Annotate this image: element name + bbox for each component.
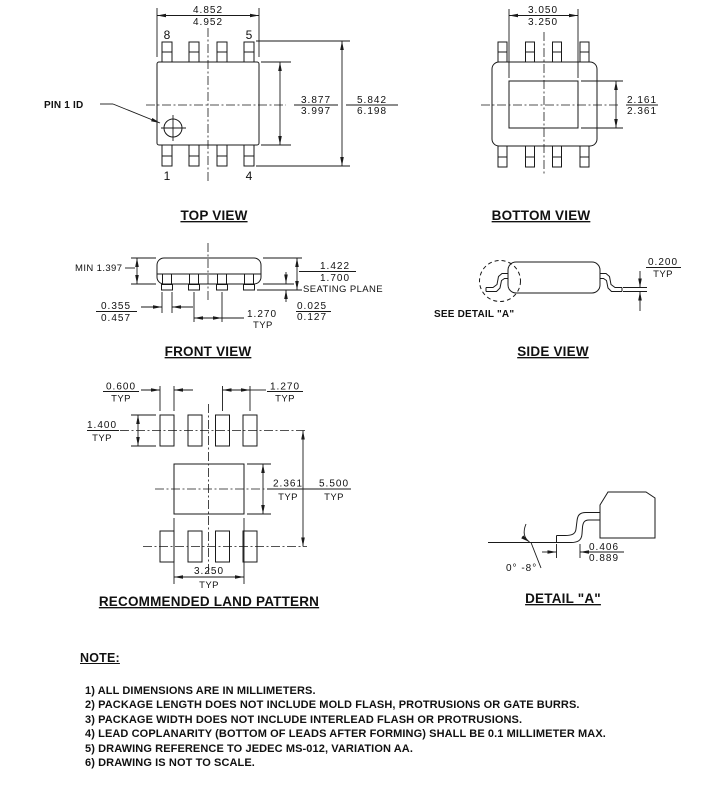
- detail-a-title: DETAIL "A": [525, 591, 601, 606]
- pin-number-1: 1: [163, 169, 171, 183]
- dim-angle-value: 0° -8°: [506, 563, 538, 574]
- dim-row-span-value: 5.500: [318, 478, 350, 490]
- dim-min-height-label: MIN 1.397: [75, 263, 123, 274]
- detail-body: [600, 492, 655, 538]
- dim-overall-upper: 5.842: [356, 95, 388, 106]
- dim-width-upper: 4.852: [192, 5, 224, 16]
- notes-section: [80, 651, 705, 771]
- pin1-id-leader: [100, 104, 160, 123]
- dim-center-pad-height-value: 2.361: [272, 478, 304, 490]
- dim-lead-width: [96, 292, 193, 324]
- dim-lead-width-upper: 0.355: [100, 301, 132, 312]
- note-item-1: 1) ALL DIMENSIONS ARE IN MILLIMETERS.: [85, 685, 316, 697]
- dim-foot-upper: 0.406: [588, 542, 620, 553]
- pin1-id-label: PIN 1 ID: [44, 100, 84, 111]
- dim-min-height: [75, 258, 156, 284]
- dim-pitch-value: 1.270: [247, 309, 278, 320]
- dim-foot-lower: 0.889: [588, 553, 620, 564]
- dim-center-pad-width-value: 3.250: [193, 566, 225, 577]
- dim-land-pad-width-value: 0.600: [105, 381, 137, 393]
- dim-body-length: [261, 62, 338, 145]
- dim-row-span: [303, 431, 349, 547]
- note-item-6: 6) DRAWING IS NOT TO SCALE.: [85, 757, 255, 770]
- top-view-title: TOP VIEW: [180, 208, 248, 223]
- dim-pad-height-upper: 2.161: [626, 95, 658, 106]
- dim-foot-length: [542, 542, 624, 564]
- front-view-title: FRONT VIEW: [164, 344, 252, 359]
- dim-land-pitch: [223, 382, 304, 412]
- dim-pad-height-lower: 2.361: [626, 106, 658, 117]
- dim-pad-width-lower: 3.250: [527, 17, 559, 28]
- notes-heading: NOTE:: [80, 651, 120, 665]
- dim-lead-pitch: [194, 292, 277, 331]
- dim-lead-thickness-value: 0.200: [647, 257, 679, 268]
- front-view: [75, 243, 383, 359]
- land-pattern-title: RECOMMENDED LAND PATTERN: [98, 594, 320, 609]
- package-body-side: [508, 262, 600, 293]
- dim-center-pad-width-typ: TYP: [199, 580, 219, 591]
- bottom-view-title: BOTTOM VIEW: [491, 208, 591, 223]
- dim-height-lower: 1.700: [319, 273, 351, 284]
- dim-overall-lower: 6.198: [356, 106, 388, 117]
- detail-lead: [557, 513, 601, 543]
- side-view-title: SIDE VIEW: [517, 344, 589, 359]
- note-item-5: 5) DRAWING REFERENCE TO JEDEC MS-012, VARIATION AA.: [85, 742, 414, 755]
- dim-height-upper: 1.422: [319, 261, 351, 272]
- note-item-2: 2) PACKAGE LENGTH DOES NOT INCLUDE MOLD FLASH, PROTRUSIONS OR GATE BURRS.: [85, 699, 580, 712]
- dim-standoff-upper: 0.025: [296, 301, 328, 312]
- pin-number-8: 8: [163, 28, 171, 42]
- dim-pad-width-upper: 3.050: [527, 5, 559, 16]
- dim-lead-thickness-typ: TYP: [653, 269, 673, 280]
- dim-land-pad-height-value: 1.400: [86, 420, 118, 431]
- dim-foot-angle: [488, 524, 557, 574]
- seating-plane-label: SEATING PLANE: [303, 284, 383, 295]
- package-body-bottom: [492, 62, 597, 146]
- dim-land-pitch-typ: TYP: [275, 393, 295, 405]
- dim-row-span-typ: TYP: [324, 492, 344, 503]
- see-detail-a-label: SEE DETAIL "A": [434, 309, 515, 320]
- detail-a: [488, 492, 655, 606]
- note-item-3: 3) PACKAGE WIDTH DOES NOT INCLUDE INTERLEAD FLASH OR PROTRUSIONS.: [85, 713, 523, 726]
- dim-standoff-lower: 0.127: [296, 312, 328, 323]
- bottom-view: [481, 5, 658, 223]
- dim-body-upper: 3.877: [300, 95, 332, 106]
- dim-lead-thickness: [623, 257, 681, 311]
- dim-land-pad-height-typ: TYP: [92, 433, 112, 444]
- dim-center-pad-width: [174, 518, 244, 591]
- land-pattern: [87, 382, 351, 610]
- dim-width-lower: 4.952: [192, 17, 224, 28]
- dim-land-pad-width-typ: TYP: [111, 393, 131, 405]
- side-view: [434, 257, 681, 359]
- pin-number-5: 5: [245, 28, 253, 42]
- dim-body-lower: 3.997: [300, 106, 332, 117]
- top-view: [44, 5, 398, 223]
- dim-center-pad-height-typ: TYP: [278, 492, 298, 503]
- pin-number-4: 4: [245, 169, 253, 183]
- dim-land-pitch-value: 1.270: [269, 381, 301, 393]
- dim-lead-width-lower: 0.457: [100, 313, 132, 324]
- seating-plane: [257, 284, 383, 295]
- dim-land-pad-width: [103, 382, 193, 412]
- note-item-4: 4) LEAD COPLANARITY (BOTTOM OF LEADS AFTER FORMING) SHALL BE 0.1 MILLIMETER MAX.: [85, 728, 606, 741]
- dim-pitch-typ: TYP: [253, 320, 273, 331]
- package-body-front: [157, 258, 261, 284]
